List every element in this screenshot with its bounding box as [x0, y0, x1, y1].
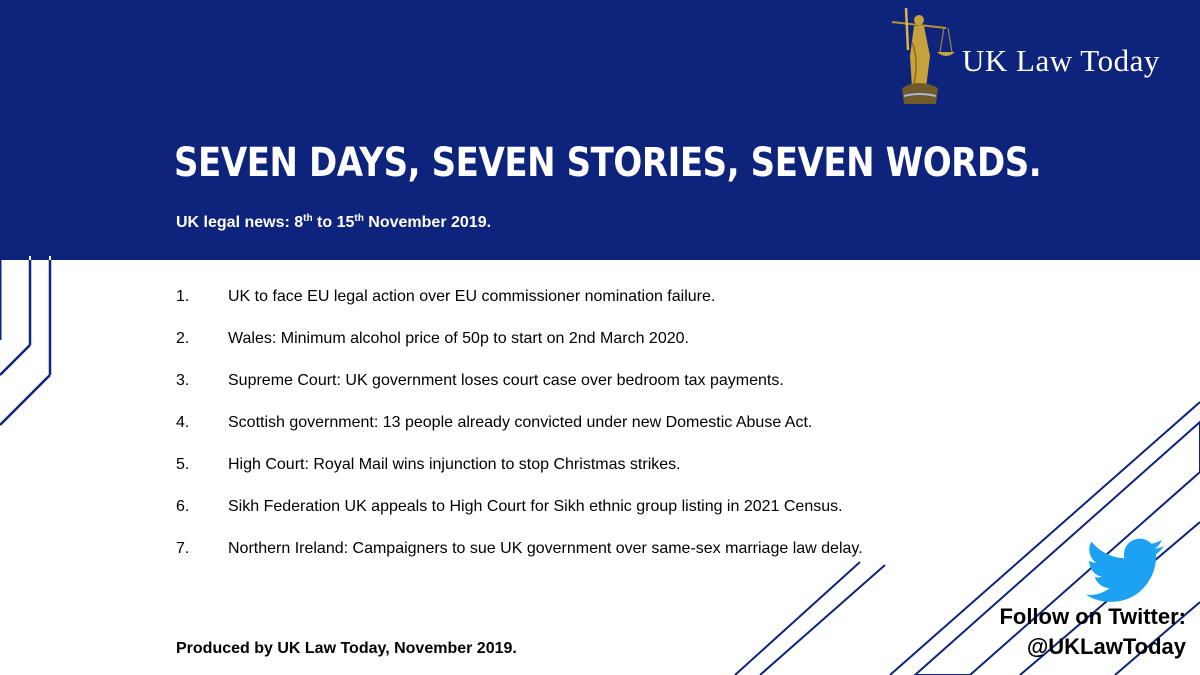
subtitle [176, 213, 491, 232]
story-number: 2. [176, 330, 190, 347]
page-title: SEVEN DAYS, SEVEN STORIES, SEVEN WORDS. [174, 140, 1042, 186]
left-stripes [0, 256, 50, 425]
twitter-follow[interactable] [999, 602, 1186, 662]
footer-credit: Produced by UK Law Today, November 2019. [176, 640, 517, 657]
subtitle-ordinal-start: th [303, 213, 313, 224]
story-text: Supreme Court: UK government loses court case over bedroom tax payments. [228, 372, 784, 389]
story-number: 7. [176, 540, 190, 557]
story-text: High Court: Royal Mail wins injunction to stop Christmas strikes. [228, 456, 681, 473]
story-number: 1. [176, 288, 190, 305]
twitter-handle[interactable]: @UKLawToday [1026, 634, 1186, 659]
story-number: 6. [176, 498, 190, 515]
story-text: UK to face EU legal action over EU commissioner nomination failure. [228, 288, 716, 305]
story-number: 3. [176, 372, 190, 389]
story-text: Northern Ireland: Campaigners to sue UK government over same-sex marriage law delay. [228, 540, 863, 557]
story-number: 4. [176, 414, 190, 431]
story-text: Scottish government: 13 people already convicted under new Domestic Abuse Act. [228, 414, 813, 431]
brand [884, 8, 1184, 110]
follow-label: Follow on Twitter: [999, 604, 1186, 629]
lady-justice-statue-icon [884, 8, 954, 108]
subtitle-prefix: UK legal news: 8 [176, 214, 304, 231]
subtitle-middle: to 15 [312, 214, 355, 231]
brand-name: UK Law Today [962, 43, 1160, 78]
twitter-bird-icon[interactable] [1086, 538, 1164, 604]
story-text: Wales: Minimum alcohol price of 50p to start on 2nd March 2020. [228, 330, 689, 347]
subtitle-suffix: November 2019. [363, 214, 492, 231]
subtitle-ordinal-end: th [354, 213, 364, 224]
story-number: 5. [176, 456, 190, 473]
story-text: Sikh Federation UK appeals to High Court for Sikh ethnic group listing in 2021 Census. [228, 498, 843, 515]
